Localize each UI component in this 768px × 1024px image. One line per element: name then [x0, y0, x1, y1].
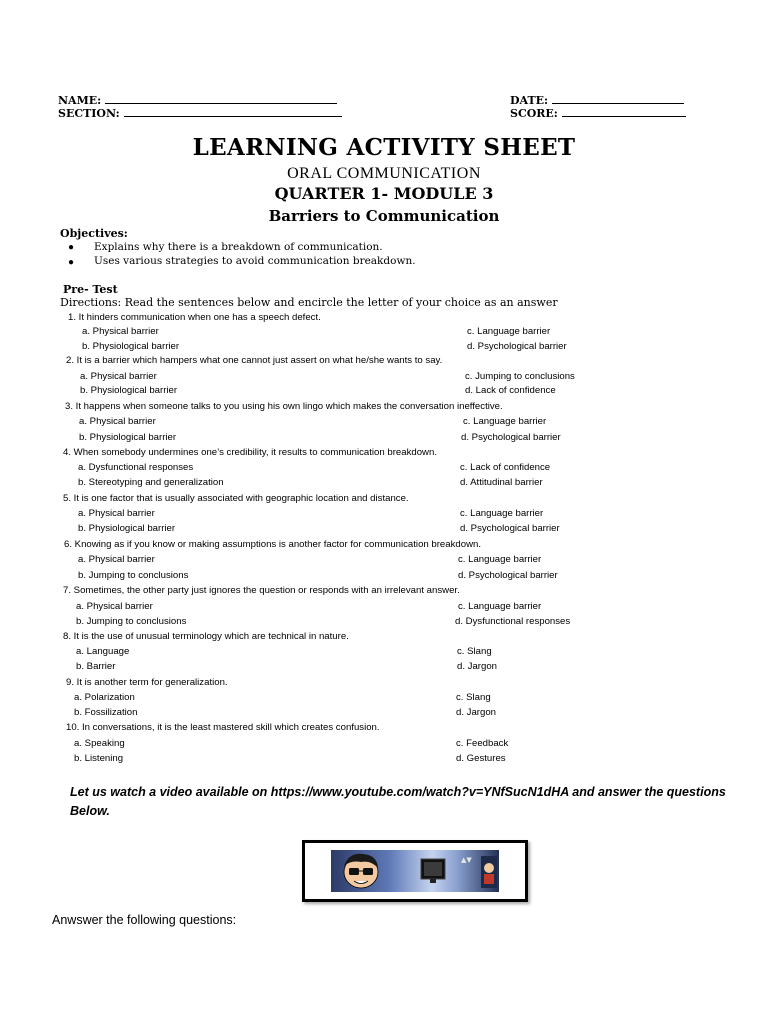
choice-b[interactable]: b. Barrier [76, 661, 116, 672]
choice-c[interactable]: c. Language barrier [460, 508, 544, 519]
choice-d[interactable]: d. Psychological barrier [458, 570, 558, 581]
question-text: 5. It is one factor that is usually associated with geographic location and distance. [63, 493, 409, 504]
choice-a[interactable]: a. Physical barrier [79, 416, 156, 427]
pretest-heading: Pre- Test [63, 283, 118, 296]
choice-c[interactable]: c. Language barrier [458, 554, 542, 565]
choice-b[interactable]: b. Physiological barrier [78, 523, 176, 534]
section-field [58, 106, 342, 120]
question-text: 10. In conversations, it is the least mastered skill which creates confusion. [66, 722, 380, 733]
choice-d[interactable]: d. Lack of confidence [465, 385, 556, 396]
choice-a[interactable]: a. Speaking [74, 738, 125, 749]
directions-text: Directions: Read the sentences below and encircle the letter of your choice as an answer [60, 296, 558, 309]
question-text: 8. It is the use of unusual terminology which are technical in nature. [63, 631, 349, 642]
choice-a[interactable]: a. Polarization [74, 692, 135, 703]
score-blank[interactable] [562, 106, 686, 117]
name-blank[interactable] [105, 93, 337, 104]
sheet-title: LEARNING ACTIVITY SHEET [192, 134, 576, 161]
choice-c[interactable]: c. Feedback [456, 738, 509, 749]
question-text: 1. It hinders communication when one has a speech defect. [68, 312, 321, 323]
choice-c[interactable]: c. Lack of confidence [460, 462, 551, 473]
choice-a[interactable]: a. Dysfunctional responses [78, 462, 194, 473]
video-thumbnail[interactable] [302, 840, 528, 902]
quarter-title: QUARTER 1- MODULE 3 [274, 184, 494, 203]
choice-a[interactable]: a. Language [76, 646, 130, 657]
choice-b[interactable]: b. Listening [74, 753, 124, 764]
choice-b[interactable]: b. Jumping to conclusions [78, 570, 189, 581]
choice-b[interactable]: b. Physiological barrier [82, 341, 180, 352]
choice-d[interactable]: d. Jargon [456, 707, 497, 718]
section-label: SECTION: [58, 107, 120, 120]
score-field [510, 106, 686, 120]
choice-d[interactable]: d. Jargon [457, 661, 498, 672]
choice-a[interactable]: a. Physical barrier [78, 508, 155, 519]
choice-d[interactable]: d. Gestures [456, 753, 506, 764]
choice-c[interactable]: c. Language barrier [467, 326, 551, 337]
choice-a[interactable]: a. Physical barrier [80, 371, 157, 382]
choice-b[interactable]: b. Jumping to conclusions [76, 616, 187, 627]
choice-a[interactable]: a. Physical barrier [78, 554, 155, 565]
bullet-icon: ● [68, 257, 75, 268]
cartoon-character-icon [331, 850, 499, 892]
objective-item: Explains why there is a breakdown of communication. [94, 241, 383, 253]
subject-title: ORAL COMMUNICATION [287, 165, 481, 182]
objective-item: Uses various strategies to avoid communication breakdown. [94, 255, 416, 267]
choice-b[interactable]: b. Stereotyping and generalization [78, 477, 224, 488]
video-instruction: Let us watch a video available on https://www.youtube.com/watch?v=YNfSucN1dHA and answer the questions Below. [70, 785, 726, 818]
date-label: DATE: [510, 94, 549, 107]
question-text: 9. It is another term for generalization. [66, 677, 228, 688]
choice-b[interactable]: b. Physiological barrier [79, 432, 177, 443]
choice-d[interactable]: d. Attitudinal barrier [460, 477, 543, 488]
question-text: 4. When somebody undermines one’s credibility, it results to communication breakdown. [63, 447, 437, 458]
bullet-icon: ● [68, 242, 75, 253]
question-text: 6. Knowing as if you know or making assumptions is another factor for communication breakdown. [64, 539, 482, 550]
question-text: 2. It is a barrier which hampers what one cannot just assert on what he/she wants to say. [66, 355, 443, 366]
score-label: SCORE: [510, 107, 558, 120]
question-text: 3. It happens when someone talks to you using his own lingo which makes the conversation ineffective. [65, 401, 503, 412]
date-field [510, 93, 684, 107]
thumbnail-image [331, 850, 499, 892]
section-blank[interactable] [124, 106, 342, 117]
topic-title: Barriers to Communication [268, 207, 500, 225]
choice-d[interactable]: d. Psychological barrier [461, 432, 561, 443]
choice-d[interactable]: d. Psychological barrier [460, 523, 560, 534]
choice-b[interactable]: b. Fossilization [74, 707, 138, 718]
choice-c[interactable]: c. Language barrier [463, 416, 547, 427]
choice-d[interactable]: d. Psychological barrier [467, 341, 567, 352]
name-field [58, 93, 337, 107]
objectives-heading: Objectives: [60, 227, 128, 240]
choice-d[interactable]: d. Dysfunctional responses [455, 616, 571, 627]
choice-c[interactable]: c. Slang [457, 646, 492, 657]
choice-c[interactable]: c. Slang [456, 692, 491, 703]
choice-a[interactable]: a. Physical barrier [82, 326, 159, 337]
choice-c[interactable]: c. Jumping to conclusions [465, 371, 575, 382]
date-blank[interactable] [552, 93, 684, 104]
choice-c[interactable]: c. Language barrier [458, 601, 542, 612]
question-text: 7. Sometimes, the other party just ignores the question or responds with an irrelevant answer. [63, 585, 460, 596]
svg-text:▲▼: ▲▼ [461, 856, 472, 864]
choice-b[interactable]: b. Physiological barrier [80, 385, 178, 396]
answer-prompt: Anwswer the following questions: [52, 913, 237, 927]
name-label: NAME: [58, 94, 102, 107]
choice-a[interactable]: a. Physical barrier [76, 601, 153, 612]
